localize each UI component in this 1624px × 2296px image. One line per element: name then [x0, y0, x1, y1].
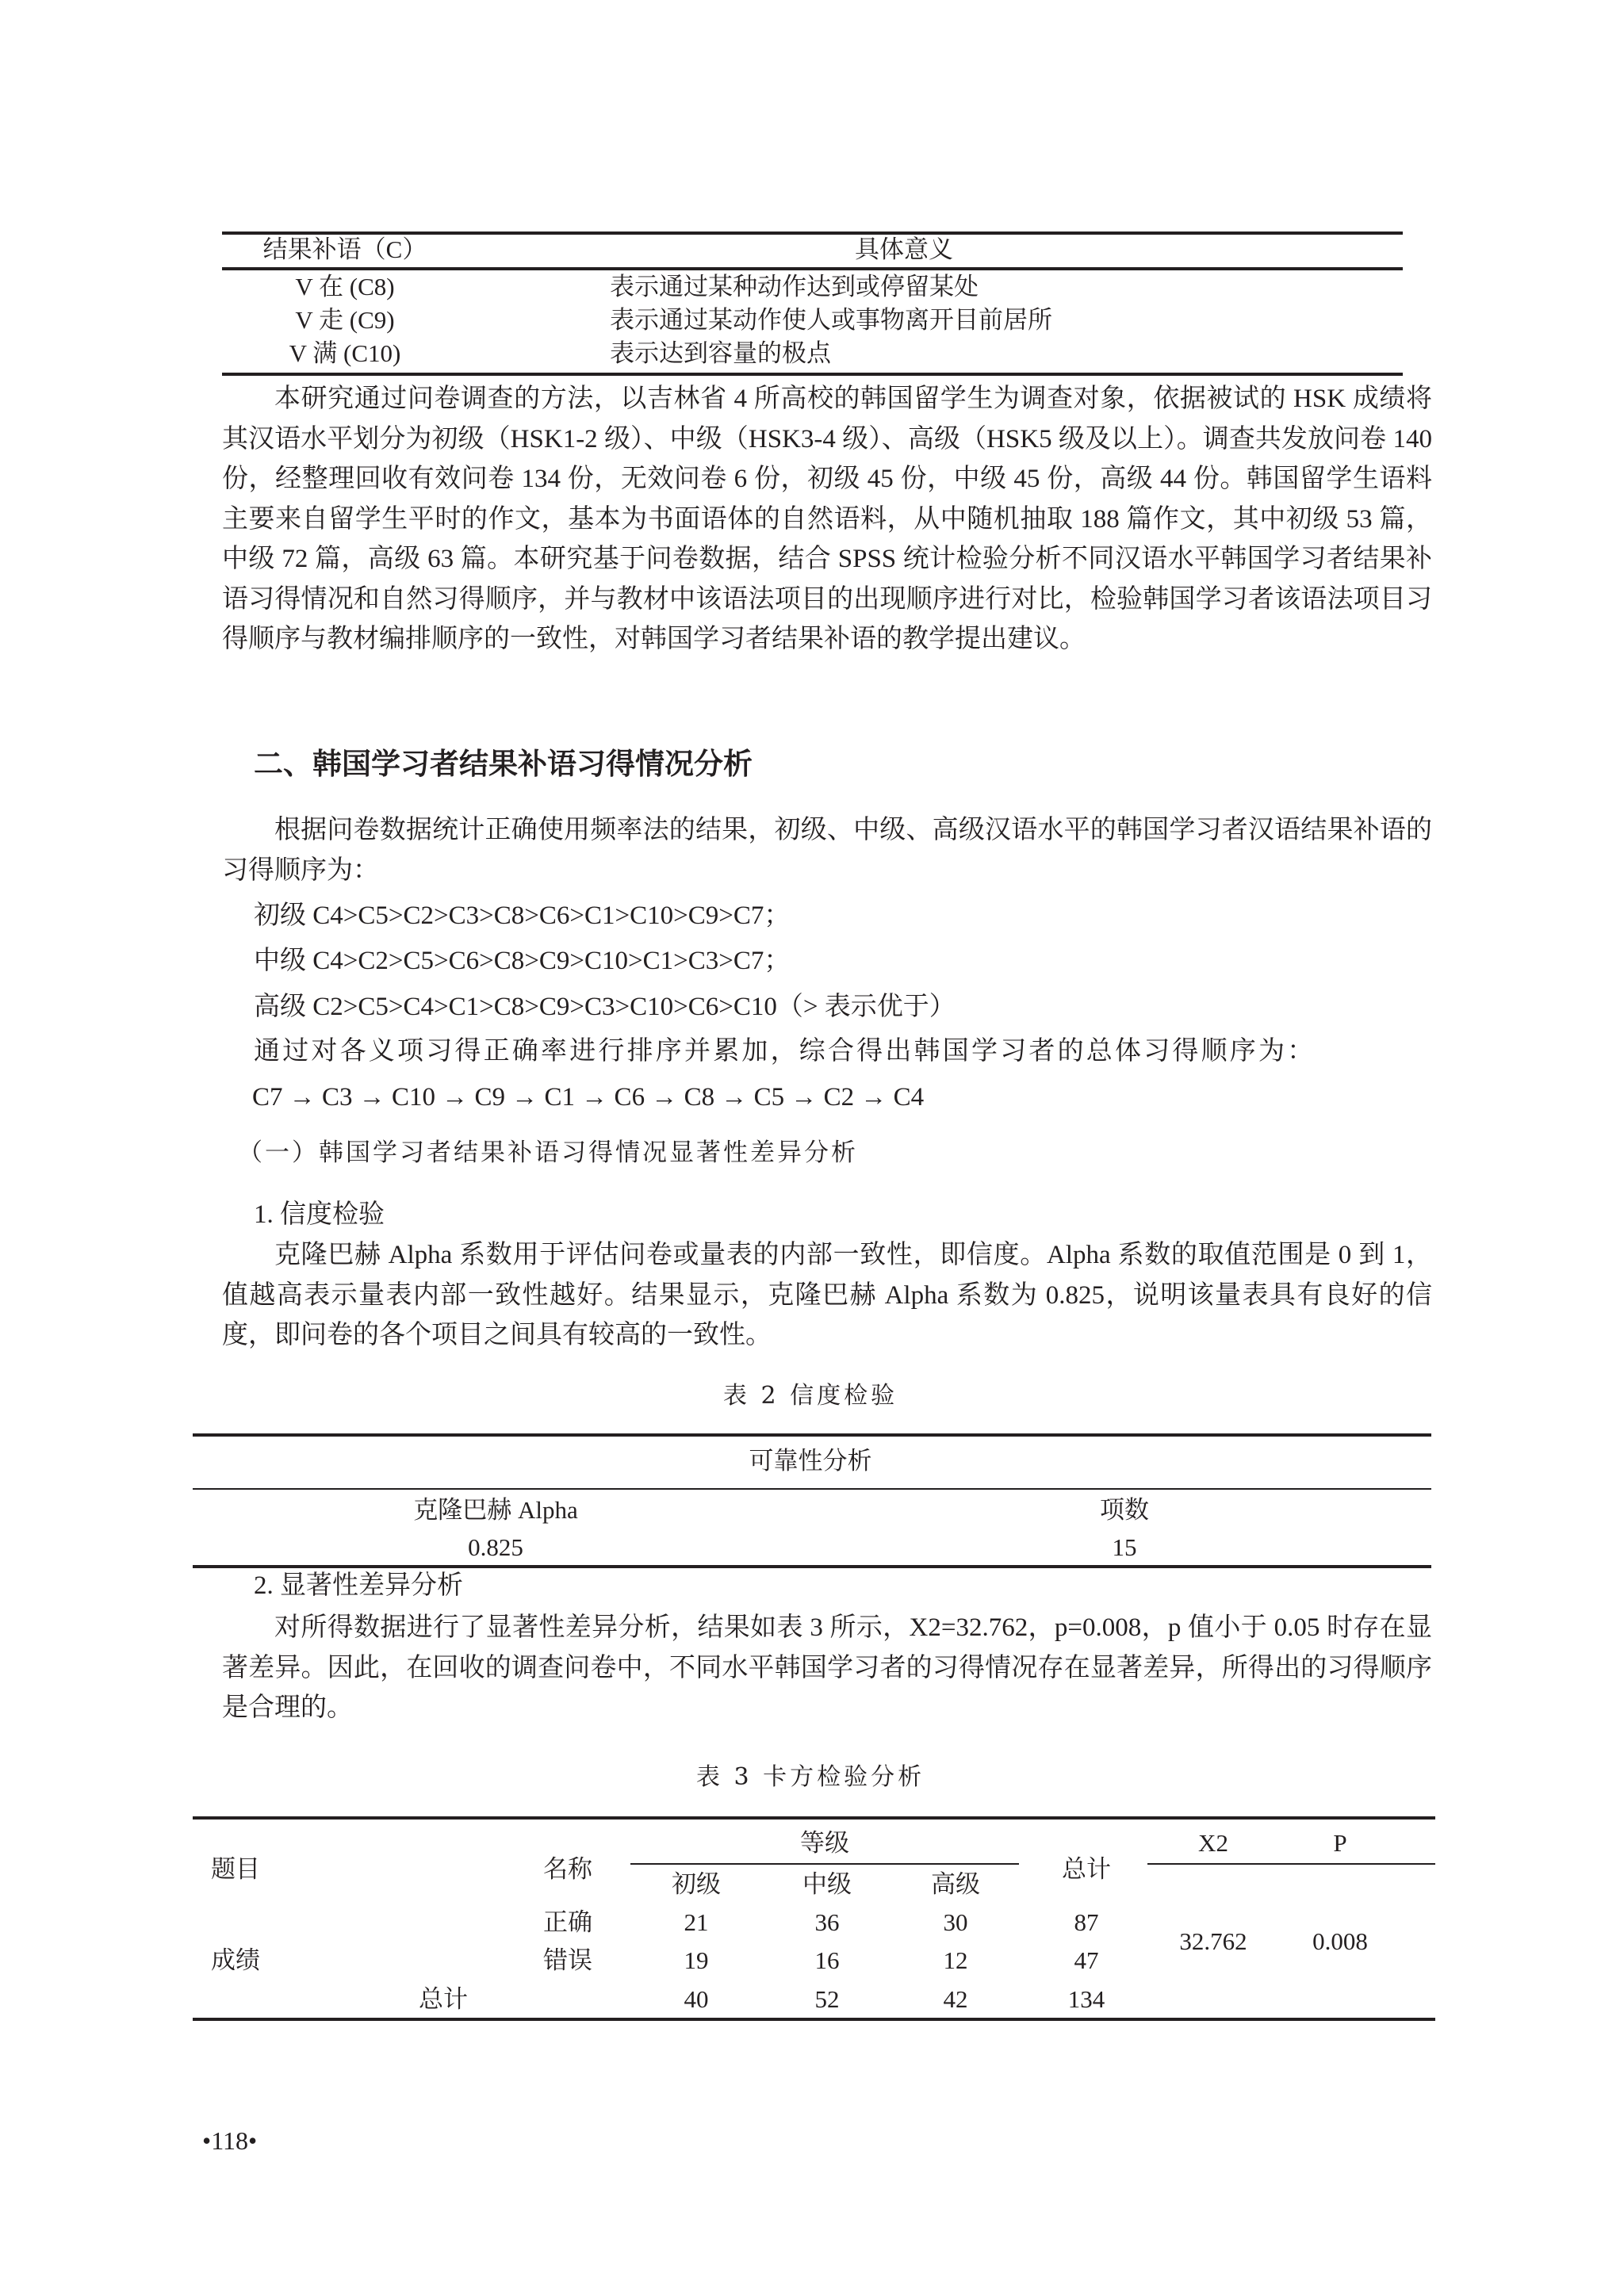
table-3-row-total: 87	[1074, 1908, 1099, 1936]
order-intermediate: 中级 C4>C2>C5>C6>C8>C9>C10>C1>C3>C7；	[254, 947, 791, 975]
table-1-header-complement: 结果补语（C）	[262, 235, 427, 263]
table-3-total-cell: 52	[814, 1985, 840, 2013]
reliability-title: 1. 信度检验	[254, 1200, 385, 1229]
table-3-cell: 30	[943, 1908, 968, 1936]
table-3-cell: 16	[814, 1946, 840, 1974]
table-3-header-p: P	[1333, 1829, 1347, 1857]
table-3-header-beginner: 初级	[672, 1870, 721, 1898]
table-3-p-value: 0.008	[1312, 1927, 1368, 1955]
table-1-bottom-rule	[222, 373, 1403, 376]
table-3-stat-rule	[1147, 1863, 1435, 1865]
table-3-cell: 21	[684, 1908, 709, 1936]
table-3-row-name: 错误	[543, 1946, 592, 1974]
table-3-row-name: 正确	[543, 1908, 592, 1936]
table-2-header-alpha: 克隆巴赫 Alpha	[413, 1496, 578, 1524]
table-3-x2-value: 32.762	[1179, 1927, 1247, 1955]
order-advanced: 高级 C2>C5>C4>C1>C8>C9>C3>C10>C6>C10（> 表示优于）	[254, 993, 956, 1021]
table-1-form: V 在 (C8)	[295, 273, 395, 300]
table-2-top-rule	[193, 1433, 1431, 1437]
overall-order: C7 → C3 → C10 → C9 → C1 → C6 → C8 → C5 → C2 → C4	[252, 1083, 925, 1112]
table-2-bottom-rule	[193, 1565, 1431, 1568]
table-2-title: 可靠性分析	[749, 1447, 872, 1475]
subsection-1-heading: （一）韩国学习者结果补语习得情况显著性差异分析	[238, 1138, 858, 1167]
table-3-header-x2: X2	[1198, 1829, 1228, 1857]
table-3-header-item: 题目	[211, 1855, 260, 1883]
table-1-form: V 满 (C10)	[289, 339, 401, 367]
table-3-grand-total: 134	[1067, 1985, 1105, 2013]
table-2-items-value: 15	[1112, 1533, 1137, 1561]
intro-paragraph: 本研究通过问卷调查的方法，以吉林省 4 所高校的韩国留学生为调查对象，依据被试的 HSK 成绩将其汉语水平划分为初级（HSK1-2 级）、中级（HSK3-4 级）、高级（HSK5 级及以上）。调查共发放问卷 140 份，经整理回收有效问卷 134 份，无效问卷 6 份，初级 45 份，中级 45 份，高级 44 份。韩国留学生语料主要来自留学生平时的作文，基本为书面语体的自然语料，从中随机抽取 188 篇作文，其中初级 53 篇，中级 72 篇，高级 63 篇。本研究基于问卷数据，结合 SPSS 统计检验分析不同汉语水平韩国学习者结果补语习得情况和自然习得顺序，并与教材中该语法项目的出现顺序进行对比，检验韩国学习者该语法项目习得顺序与教材编排顺序的一致性，对韩国学习者结果补语的教学提出建议。	[222, 385, 1432, 653]
reliability-paragraph: 克隆巴赫 Alpha 系数用于评估问卷或量表的内部一致性，即信度。Alpha 系数的取值范围是 0 到 1，值越高表示量表内部一致性越好。结果显示，克隆巴赫 Alpha 系数为 0.825，说明该量表具有良好的信度，即问卷的各个项目之间具有较高的一致性。	[222, 1241, 1432, 1349]
table-2-header-rule	[193, 1488, 1431, 1490]
table-3-bottom-rule	[193, 2018, 1435, 2021]
significance-paragraph: 对所得数据进行了显著性差异分析，结果如表 3 所示，X2=32.762，p=0.008，p 值小于 0.05 时存在显著差异。因此，在回收的调查问卷中，不同水平韩国学习者的习得情况存在显著差异，所得出的习得顺序是合理的。	[222, 1613, 1432, 1722]
table-2-header-items: 项数	[1100, 1496, 1149, 1524]
table-3-total-cell: 40	[684, 1985, 709, 2013]
table-1-meaning: 表示通过某种动作达到或停留某处	[610, 273, 979, 300]
section-2-paragraph: 根据问卷数据统计正确使用频率法的结果，初级、中级、高级汉语水平的韩国学习者汉语结果补语的习得顺序为：	[222, 816, 1432, 885]
table-1-header-rule	[222, 267, 1403, 270]
section-2-heading: 二、韩国学习者结果补语习得情况分析	[254, 747, 753, 781]
table-3-row-total: 47	[1074, 1946, 1099, 1974]
table-3-caption: 表 3 卡方检验分析	[695, 1763, 925, 1791]
table-3-header-name: 名称	[543, 1855, 592, 1883]
table-3-cell: 19	[684, 1946, 709, 1974]
table-1-header-meaning: 具体意义	[855, 235, 953, 263]
table-2-alpha-value: 0.825	[468, 1533, 523, 1561]
order-beginner: 初级 C4>C5>C2>C3>C8>C6>C1>C10>C9>C7；	[254, 901, 791, 930]
table-1-form: V 走 (C9)	[295, 306, 395, 334]
table-3-top-rule	[193, 1816, 1435, 1820]
table-3-total-cell: 42	[943, 1985, 968, 2013]
page-number: •118•	[202, 2126, 258, 2155]
table-3-header-advanced: 高级	[931, 1870, 980, 1898]
table-3-header-level: 等级	[800, 1829, 849, 1857]
table-3-header-intermediate: 中级	[802, 1870, 852, 1898]
significance-title: 2. 显著性差异分析	[254, 1571, 463, 1600]
overall-order-summary: 通过对各义项习得正确率进行排序并累加，综合得出韩国学习者的总体习得顺序为：	[254, 1037, 1316, 1066]
table-3-cell: 12	[943, 1946, 968, 1974]
table-2-caption: 表 2 信度检验	[722, 1382, 898, 1410]
table-3-header-total: 总计	[1062, 1855, 1111, 1883]
table-3-total-label: 总计	[419, 1985, 468, 2013]
table-3-cell: 36	[814, 1908, 840, 1936]
table-3-level-rule	[630, 1863, 1019, 1865]
table-3-item-label: 成绩	[211, 1946, 260, 1974]
table-1-meaning: 表示达到容量的极点	[610, 339, 831, 367]
table-1-meaning: 表示通过某动作使人或事物离开目前居所	[610, 306, 1052, 334]
